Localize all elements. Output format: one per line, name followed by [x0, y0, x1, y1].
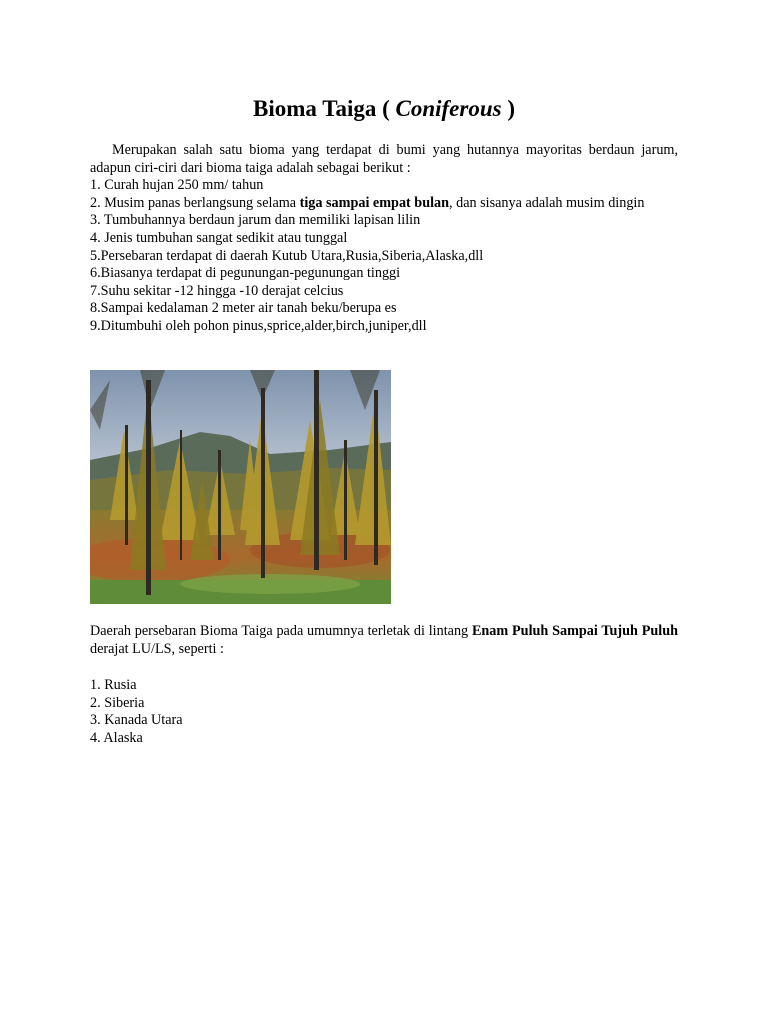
list-item: 6.Biasanya terdapat di pegunungan-pegunungan tinggi — [90, 265, 401, 282]
distribution-bold: Enam Puluh Sampai Tujuh Puluh — [471, 623, 678, 639]
region-item: 2. Siberia — [90, 694, 145, 711]
list-item: 4. Jenis tumbuhan sangat sedikit atau tunggal — [90, 229, 348, 246]
intro-paragraph: Merupakan salah satu bioma yang terdapat di bumi yang hutannya mayoritas berdaun jarum, adapun ciri-ciri dari bioma taiga adalah sebagai berikut : — [90, 142, 678, 176]
distribution-section — [90, 623, 678, 658]
intro-section — [90, 142, 678, 336]
region-item: 4. Alaska — [90, 729, 143, 746]
distribution-text: Daerah persebaran Bioma Taiga pada umumnya terletak di lintang — [90, 623, 472, 639]
list-item-text: 2. Musim panas berlangsung selama — [90, 194, 300, 211]
title-close: ) — [501, 96, 516, 121]
list-item — [90, 195, 678, 213]
distribution-text: derajat LU/LS, seperti : — [90, 640, 224, 657]
list-item: 7.Suhu sekitar -12 hingga -10 derajat celcius — [90, 282, 344, 299]
distribution-paragraph — [90, 623, 678, 658]
list-item: 9.Ditumbuhi oleh pohon pinus,sprice,alder,birch,juniper,dll — [90, 317, 427, 334]
list-item: 8.Sampai kedalaman 2 meter air tanah beku/berupa es — [90, 300, 397, 317]
title-italic: Coniferous — [395, 96, 502, 121]
list-item: 3. Tumbuhannya berdaun jarum dan memiliki lapisan lilin — [90, 212, 421, 229]
region-item: 3. Kanada Utara — [90, 712, 183, 729]
list-item: 1. Curah hujan 250 mm/ tahun — [90, 177, 264, 194]
list-item-bold: tiga sampai empat bulan — [299, 194, 450, 211]
regions-list — [90, 677, 678, 747]
list-item: 5.Persebaran terdapat di daerah Kutub Utara,Rusia,Siberia,Alaska,dll — [90, 247, 484, 264]
taiga-forest-photo — [90, 370, 391, 604]
region-item: 1. Rusia — [90, 677, 137, 693]
list-item-text: , dan sisanya adalah musim dingin — [449, 194, 645, 211]
title-text: Bioma Taiga ( — [252, 96, 396, 121]
page-title — [0, 94, 768, 124]
